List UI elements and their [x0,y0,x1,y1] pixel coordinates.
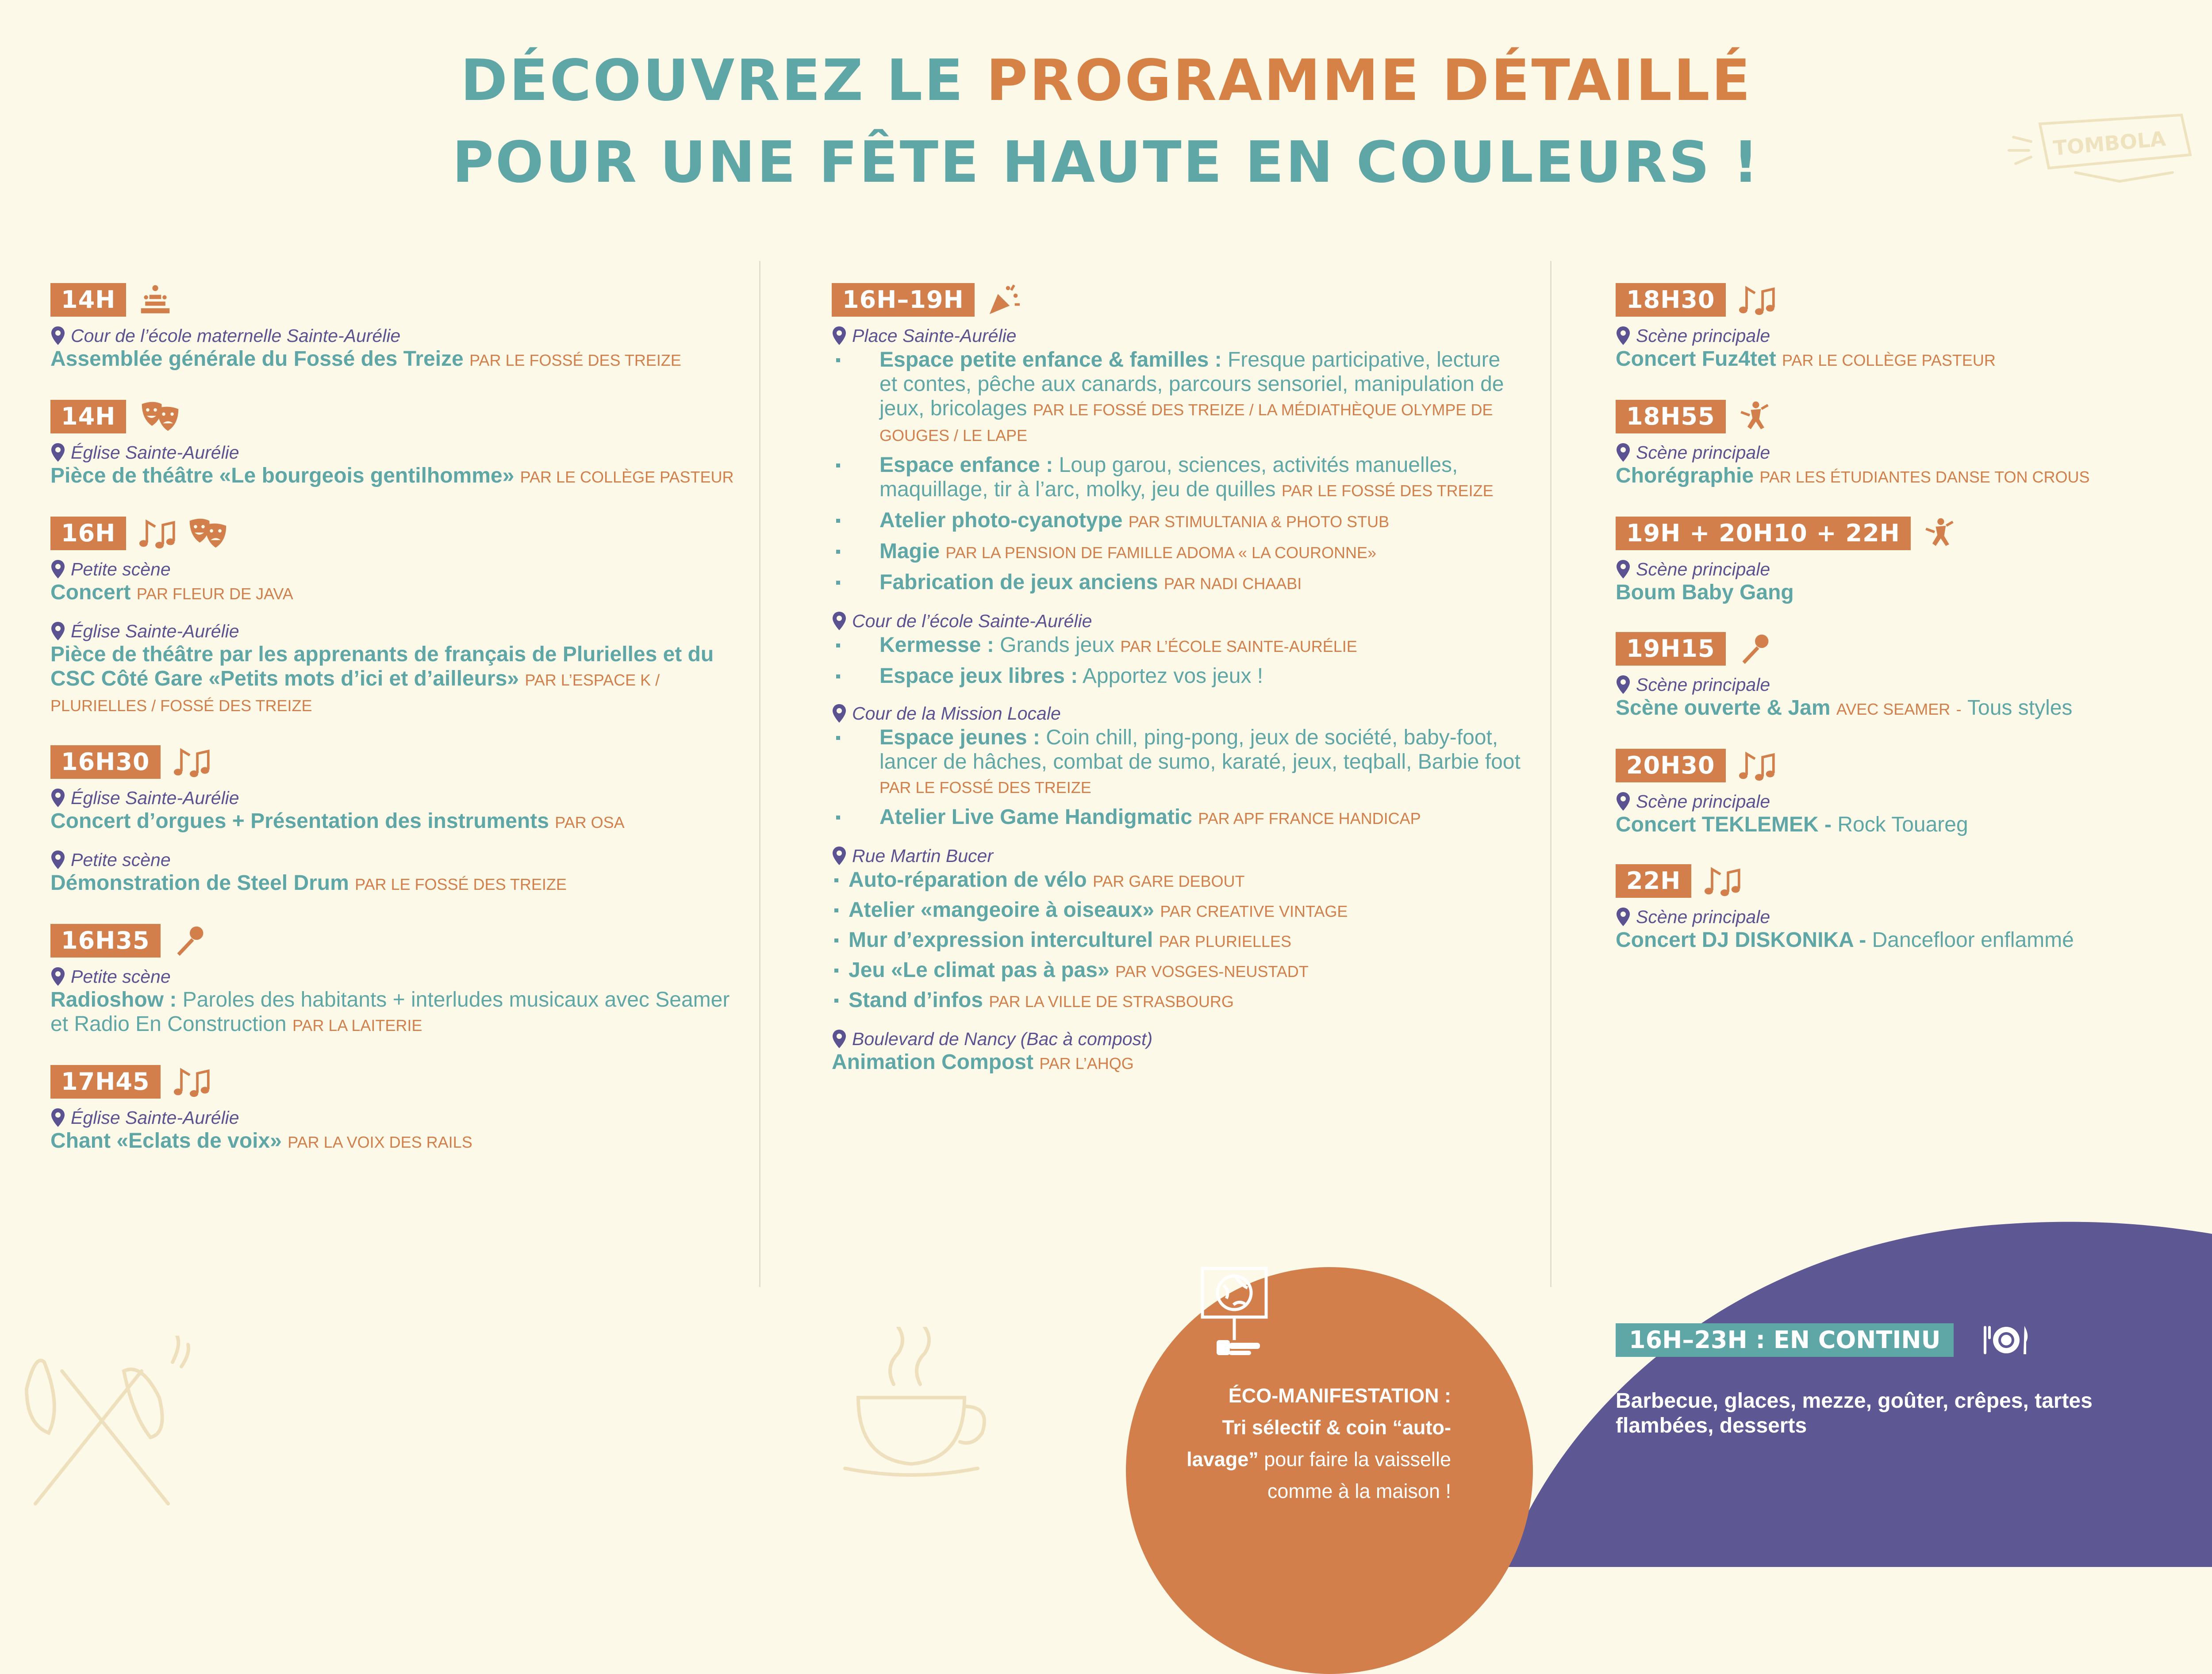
activity-title: Assemblée générale du Fossé des Treize PAR LE FOSSÉ DES TREIZE [50,347,681,371]
tombola-ticket-icon [2005,106,2195,186]
page-title: DÉCOUVREZ LE PROGRAMME DÉTAILLÉ POUR UNE FÊTE HAUTE EN COULEURS ! [452,48,1760,195]
activity-title: Pièce de théâtre «Le bourgeois gentilhomme» PAR LE COLLÈGE PASTEUR [50,464,734,487]
stage-icon [138,283,172,317]
activity-title: Chant «Eclats de voix» PAR LA VOIX DES RAILS [50,1129,472,1153]
music-notes-icon [1704,864,1742,898]
location: Petite scène [50,849,741,871]
location-pin-icon [50,788,65,808]
location: Scène principale [1616,558,2173,580]
list-item: Magie PAR LA PENSION DE FAMILLE ADOMA « LA COURONNE» [832,539,1522,565]
schedule-column-2 [832,283,1522,1076]
activity-title: Concert Fuz4tet PAR LE COLLÈGE PASTEUR [1616,347,1996,371]
location-pin-icon [832,611,847,631]
location-pin-icon [1616,442,1631,463]
location-pin-icon [1616,791,1631,812]
time-badge: 20H30 [1616,749,1726,782]
schedule-column-3 [1616,283,2173,980]
theatre-masks-icon [186,517,228,550]
list-item: Kermesse : Grands jeux PAR L’ÉCOLE SAINTE-AURÉLIE [832,633,1522,659]
column-divider [759,261,760,1287]
time-badge: 19H15 [1616,632,1726,666]
activity-title: Animation Compost PAR L’AHQG [832,1050,1134,1074]
time-badge: 16H–19H [832,283,975,317]
activity-list [832,868,1522,1014]
list-item: Espace petite enfance & familles : Fresque participative, lecture et contes, pêche aux canards, parcours sensoriel, manipulation de jeux, bricolages PAR LE FOSSÉ DES TREIZE / LA MÉDIATHÈQUE OLYMPE DE GOUGES / LE LAPE [832,348,1522,448]
location: Petite scène [50,965,741,988]
list-item: Atelier photo-cyanotype PAR STIMULTANIA & PHOTO STUB [832,508,1522,534]
location: Scène principale [1616,325,2173,347]
activity-title: Scène ouverte & Jam AVEC SEAMER - Tous styles [1616,696,2073,720]
time-badge: 16H35 [50,924,161,958]
location-pin-icon [50,326,65,346]
time-badge: 19H + 20H10 + 22H [1616,517,1911,550]
activity-title: Démonstration de Steel Drum PAR LE FOSSÉ DES TREIZE [50,871,567,895]
activity-list [832,348,1522,596]
location-pin-icon [1616,674,1631,695]
event [50,924,741,1038]
time-badge: 18H55 [1616,400,1726,433]
continuous-section [1616,1322,2031,1358]
location: Place Sainte-Aurélie [832,325,1522,347]
plate-cutlery-icon [1982,1322,2031,1358]
eco-manifestation-text: ÉCO-MANIFESTATION : Tri sélectif & coin “auto- lavage” pour faire la vaisselle comme à la maison ! [1187,1384,1451,1502]
event [50,400,741,489]
schedule-column-1 [50,283,741,1182]
column-divider [1550,261,1551,1287]
list-item: Fabrication de jeux anciens PAR NADI CHAABI [832,570,1522,596]
location: Église Sainte-Aurélie [50,620,741,642]
activity-title: Chorégraphie PAR LES ÉTUDIANTES DANSE TON CROUS [1616,464,2090,487]
event [1616,517,2173,605]
location-pin-icon [50,966,65,987]
location-pin-icon [1616,559,1631,579]
list-item: Atelier Live Game Handigmatic PAR APF FRANCE HANDICAP [832,805,1522,831]
time-badge: 16H30 [50,745,161,779]
activity-list [832,633,1522,688]
location-pin-icon [832,703,847,724]
theatre-masks-icon [138,400,180,433]
list-item: Espace jeunes : Coin chill, ping-pong, jeux de société, baby-foot, lancer de hâches, combat de sumo, karaté, jeux, teqball, Barbie foot PAR LE FOSSÉ DES TREIZE [832,725,1522,800]
continuous-badge: 16H–23H : EN CONTINU [1616,1323,1954,1357]
time-badge: 17H45 [50,1065,161,1099]
event [50,517,741,718]
location: Cour de l’école Sainte-Aurélie [832,610,1522,632]
activity-title: Concert d’orgues + Présentation des instruments PAR OSA [50,809,625,833]
location: Petite scène [50,558,741,580]
location: Rue Martin Bucer [832,845,1522,867]
activity-title: Pièce de théâtre par les apprenants de français de Plurielles et du CSC Côté Gare «Petits mots d’ici et d’ailleurs» PAR L’ESPACE K / PLURIELLES / FOSSÉ DES TREIZE [50,643,714,715]
time-badge: 22H [1616,864,1691,898]
location-pin-icon [832,326,847,346]
coffee-cup-icon [832,1327,1000,1486]
event [1616,864,2173,952]
event [50,1065,741,1154]
location: Église Sainte-Aurélie [50,787,741,809]
location: Scène principale [1616,790,2173,812]
eco-sign-icon [1199,1265,1270,1371]
event [1616,632,2173,721]
location: Scène principale [1616,906,2173,928]
music-notes-icon [1738,749,1776,782]
grill-skewers-icon [9,1336,195,1521]
dancer-icon [1738,400,1772,433]
list-item: Espace enfance : Loup garou, sciences, activités manuelles, maquillage, tir à l’arc, molky, jeu de quilles PAR LE FOSSÉ DES TREIZE [832,453,1522,503]
event [50,745,741,896]
event [1616,749,2173,837]
location: Église Sainte-Aurélie [50,441,741,464]
activity-title: Concert DJ DISKONIKA - Dancefloor enflammé [1616,928,2074,952]
location: Boulevard de Nancy (Bac à compost) [832,1028,1522,1050]
music-notes-icon [138,517,177,550]
svg-text:TOMBOLA: TOMBOLA [2052,126,2167,161]
event [1616,283,2173,372]
location-pin-icon [1616,907,1631,927]
list-item: Espace jeux libres : Apportez vos jeux ! [832,664,1522,688]
location-pin-icon [50,1107,65,1128]
list-item: Auto-réparation de vélo PAR GARE DEBOUT [832,868,1522,893]
list-item: Stand d’infos PAR LA VILLE DE STRASBOURG [832,988,1522,1014]
activity-title: Boum Baby Gang [1616,581,1794,604]
event [50,283,741,372]
location: Église Sainte-Aurélie [50,1107,741,1129]
list-item: Atelier «mangeoire à oiseaux» PAR CREATIVE VINTAGE [832,898,1522,923]
location-pin-icon [832,1029,847,1049]
location: Cour de l’école maternelle Sainte-Aurélie [50,325,741,347]
party-popper-icon [987,283,1021,317]
microphone-icon [173,924,207,958]
time-badge: 14H [50,400,126,433]
location-pin-icon [1616,326,1631,346]
activity-list [832,725,1522,831]
list-item: Mur d’expression interculturel PAR PLURIELLES [832,928,1522,954]
music-notes-icon [173,1065,211,1099]
activity-title: Concert TEKLEMEK - Rock Touareg [1616,813,1968,836]
dancer-icon [1923,517,1957,550]
location: Scène principale [1616,441,2173,464]
location-pin-icon [50,559,65,579]
location-pin-icon [50,850,65,870]
location-pin-icon [50,442,65,463]
location: Cour de la Mission Locale [832,702,1522,724]
music-notes-icon [1738,283,1776,317]
activity-title: Concert PAR FLEUR DE JAVA [50,581,293,604]
activity-title: Radioshow : Paroles des habitants + interludes musicaux avec Seamer et Radio En Construction PAR LA LAITERIE [50,988,730,1036]
location: Scène principale [1616,674,2173,696]
location-pin-icon [832,846,847,866]
location-pin-icon [50,621,65,641]
list-item: Jeu «Le climat pas à pas» PAR VOSGES-NEUSTADT [832,958,1522,984]
time-badge: 14H [50,283,126,317]
music-notes-icon [173,745,211,779]
time-badge: 16H [50,517,126,550]
microphone-icon [1738,632,1772,666]
continuous-food-text: Barbecue, glaces, mezze, goûter, crêpes, tartes flambées, desserts [1616,1389,2093,1437]
time-badge: 18H30 [1616,283,1726,317]
event [1616,400,2173,489]
